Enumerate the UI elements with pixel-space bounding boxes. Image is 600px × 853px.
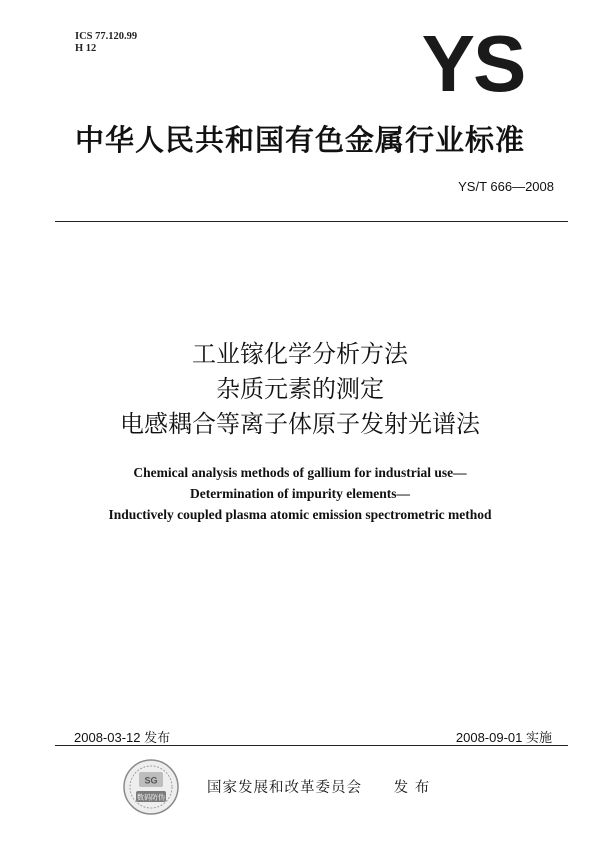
english-title-line: Chemical analysis methods of gallium for industrial use— [133, 465, 467, 480]
ys-logo-text: YS [421, 31, 525, 97]
english-title-line: Inductively coupled plasma atomic emission spectrometric method [108, 507, 492, 522]
header-divider [55, 221, 568, 222]
ys-logo-icon [404, 31, 542, 97]
standard-number: YS/T 666—2008 [458, 179, 554, 194]
issue-date: 2008-03-12 发布 [74, 730, 171, 745]
chinese-title-line: 电感耦合等离子体原子发射光谱法 [120, 410, 480, 438]
seal-inner-text: 数码防伪 [137, 793, 165, 802]
standard-category-title: 中华人民共和国有色金属行业标准 [74, 123, 525, 157]
classification-code: H 12 [75, 43, 97, 54]
english-title-line: Determination of impurity elements— [189, 486, 411, 501]
implementation-date: 2008-09-01 实施 [455, 730, 552, 745]
english-title [0, 462, 600, 525]
anti-counterfeit-seal-icon [121, 757, 181, 817]
ics-code: ICS 77.120.99 [75, 31, 138, 42]
classification-codes [75, 31, 137, 55]
issuer-name: 国家发展和改革委员会 [207, 780, 362, 796]
chinese-title-line: 杂质元素的测定 [216, 375, 384, 403]
svg-text:SG: SG [144, 775, 158, 786]
chinese-title-line: 工业镓化学分析方法 [192, 340, 408, 368]
footer-divider [55, 745, 568, 746]
chinese-title [0, 337, 600, 442]
issuing-authority [207, 776, 430, 797]
issuer-action: 发 布 [393, 780, 431, 796]
